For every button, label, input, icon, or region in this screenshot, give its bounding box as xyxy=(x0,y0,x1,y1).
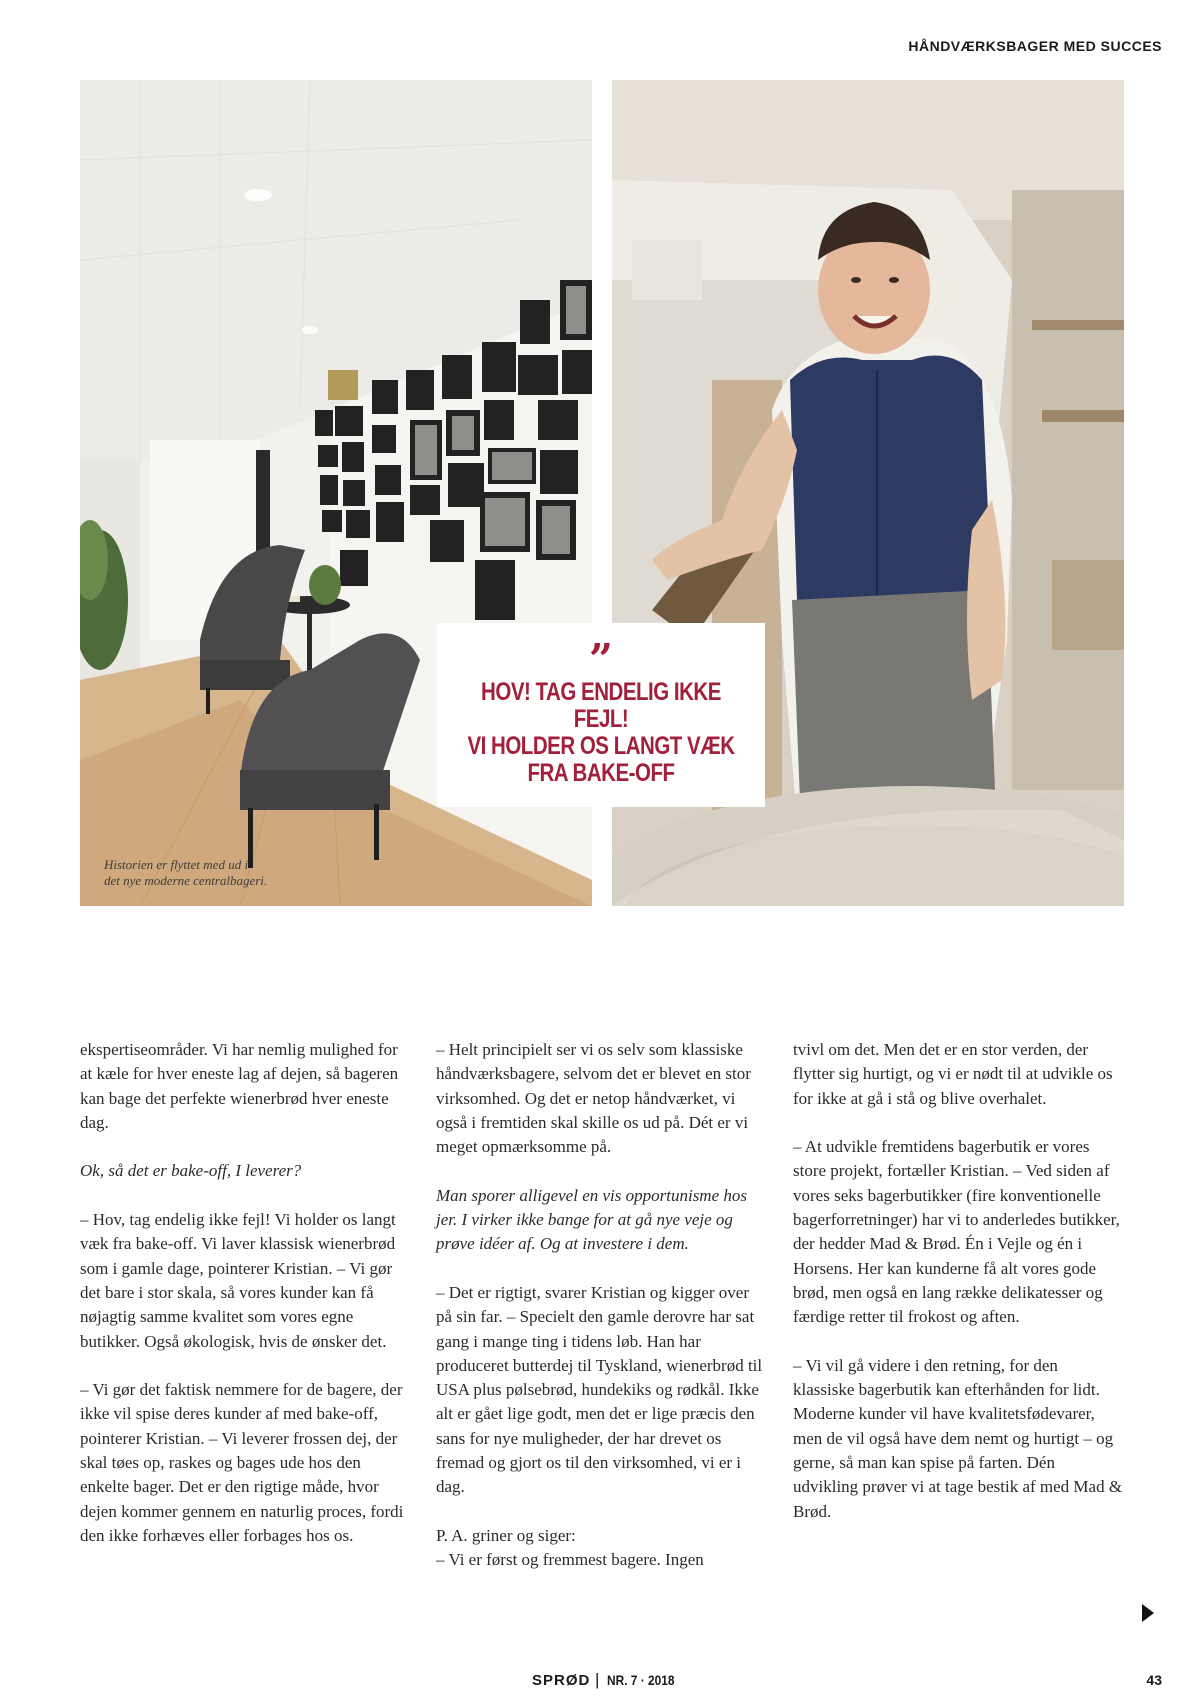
pull-quote-line-2: VI HOLDER OS LANGT VÆK xyxy=(467,732,735,760)
quote-mark-icon: ” xyxy=(588,635,614,684)
article-column-2 xyxy=(436,1038,766,1597)
interview-question: Man sporer alligevel en vis opportunisme hos jer. I virker ikke bange for at gå nye veje og prøve idéer af. Og at investere i dem. xyxy=(436,1185,747,1254)
paragraph: – Hov, tag endelig ikke fejl! Vi holder os langt væk fra bake-off. Vi laver klassisk wienerbrød som i gamle dage, pointerer Kristian. – Vi gør det bare i stor skala, så vores kunder kan få nøjagtig samme kvalitet som vores egne butikker. Også økologisk, hvis de ønsker det. xyxy=(80,1210,396,1351)
section-kicker: HÅNDVÆRKSBAGER MED SUCCES xyxy=(908,38,1162,54)
paragraph: – Vi vil gå videre i den retning, for den klassiske bagerbutik kan efterhånden for lidt. Moderne kunder vil have kvalitetsfødevarer, men de vil også have dem nemt og hurtigt – og gerne, så man kan spise på farten. Dén udvikling prøver vi at tage bestik af med Mad & Brød. xyxy=(793,1355,1123,1521)
continue-arrow-icon xyxy=(1142,1604,1154,1622)
paragraph: – Helt principielt ser vi os selv som klassiske håndværksbagere, selvom det er blevet en stor virksomhed. Og det er netop håndværket, vi også i fremtiden skal skille os ud på. Dét er vi meget opmærksomme på. xyxy=(436,1040,751,1157)
magazine-brand: SPRØD xyxy=(532,1672,591,1689)
pull-quote-text xyxy=(467,679,736,787)
page-footer xyxy=(0,1670,1200,1702)
pull-quote-line-1: HOV! TAG ENDELIG IKKE FEJL! xyxy=(481,678,721,733)
pull-quote xyxy=(437,623,765,807)
interview-question: Ok, så det er bake-off, I leverer? xyxy=(80,1161,302,1181)
photo-caption xyxy=(104,857,324,889)
caption-line-1: Historien er flyttet med ud i xyxy=(104,857,249,872)
pull-quote-line-3: FRA BAKE-OFF xyxy=(527,759,675,787)
article-column-1 xyxy=(80,1038,410,1573)
page-number: 43 xyxy=(1146,1672,1162,1688)
article-column-3 xyxy=(793,1038,1123,1548)
issue-number: NR. 7 · 2018 xyxy=(607,1672,675,1688)
paragraph: – Vi gør det faktisk nemmere for de bagere, der ikke vil spise deres kunder af med bake-off, pointerer Kristian. – Vi leverer frossen dej, der skal tøes op, raskes og bages ude hos den enkelte bager. Det er den rigtige måde, hvor dejen kommer gennem en naturlig proces, fordi den ikke forhæves eller forbages hos os. xyxy=(80,1380,404,1545)
footer-separator: | xyxy=(595,1670,600,1689)
paragraph: tvivl om det. Men det er en stor verden, der flytter sig hurtigt, og vi er nødt til at udvikle os for ikke at gå i stå og blive overhalet. xyxy=(793,1040,1113,1108)
paragraph: P. A. griner og siger: xyxy=(436,1525,576,1545)
paragraph: – Det er rigtigt, svarer Kristian og kigger over på sin far. – Specielt den gamle derovre har sat gang i mange ting i tidens løb. Han har produceret butterdej til Tyskland, wienerbrød til USA plus pølsebrød, hundekiks og rødkål. Ikke alt er gået lige godt, men det er lige præcis den sans for nye muligheder, der har drevet os fremad og gjort os til den virksomhed, vi er i dag. xyxy=(436,1282,763,1497)
caption-line-2: det nye moderne centralbageri. xyxy=(104,873,268,888)
paragraph: – Vi er først og fremmest bagere. Ingen xyxy=(436,1550,704,1570)
paragraph: – At udvikle fremtidens bagerbutik er vores store projekt, fortæller Kristian. – Ved siden af vores seks bagerbutikker (fire konventionelle bagerforretninger) har vi to anderledes butikker, der hedder Mad & Brød. Én i Vejle og én i Horsens. Her kan kunderne få alt vores gode brød, men også en lang række delikatesser og færdige retter til frokost og aften. xyxy=(793,1137,1120,1327)
paragraph: ekspertiseområder. Vi har nemlig mulighed for at kæle for hver eneste lag af dejen, så bageren kan bage det perfekte wienerbrød hver eneste dag. xyxy=(80,1040,399,1132)
